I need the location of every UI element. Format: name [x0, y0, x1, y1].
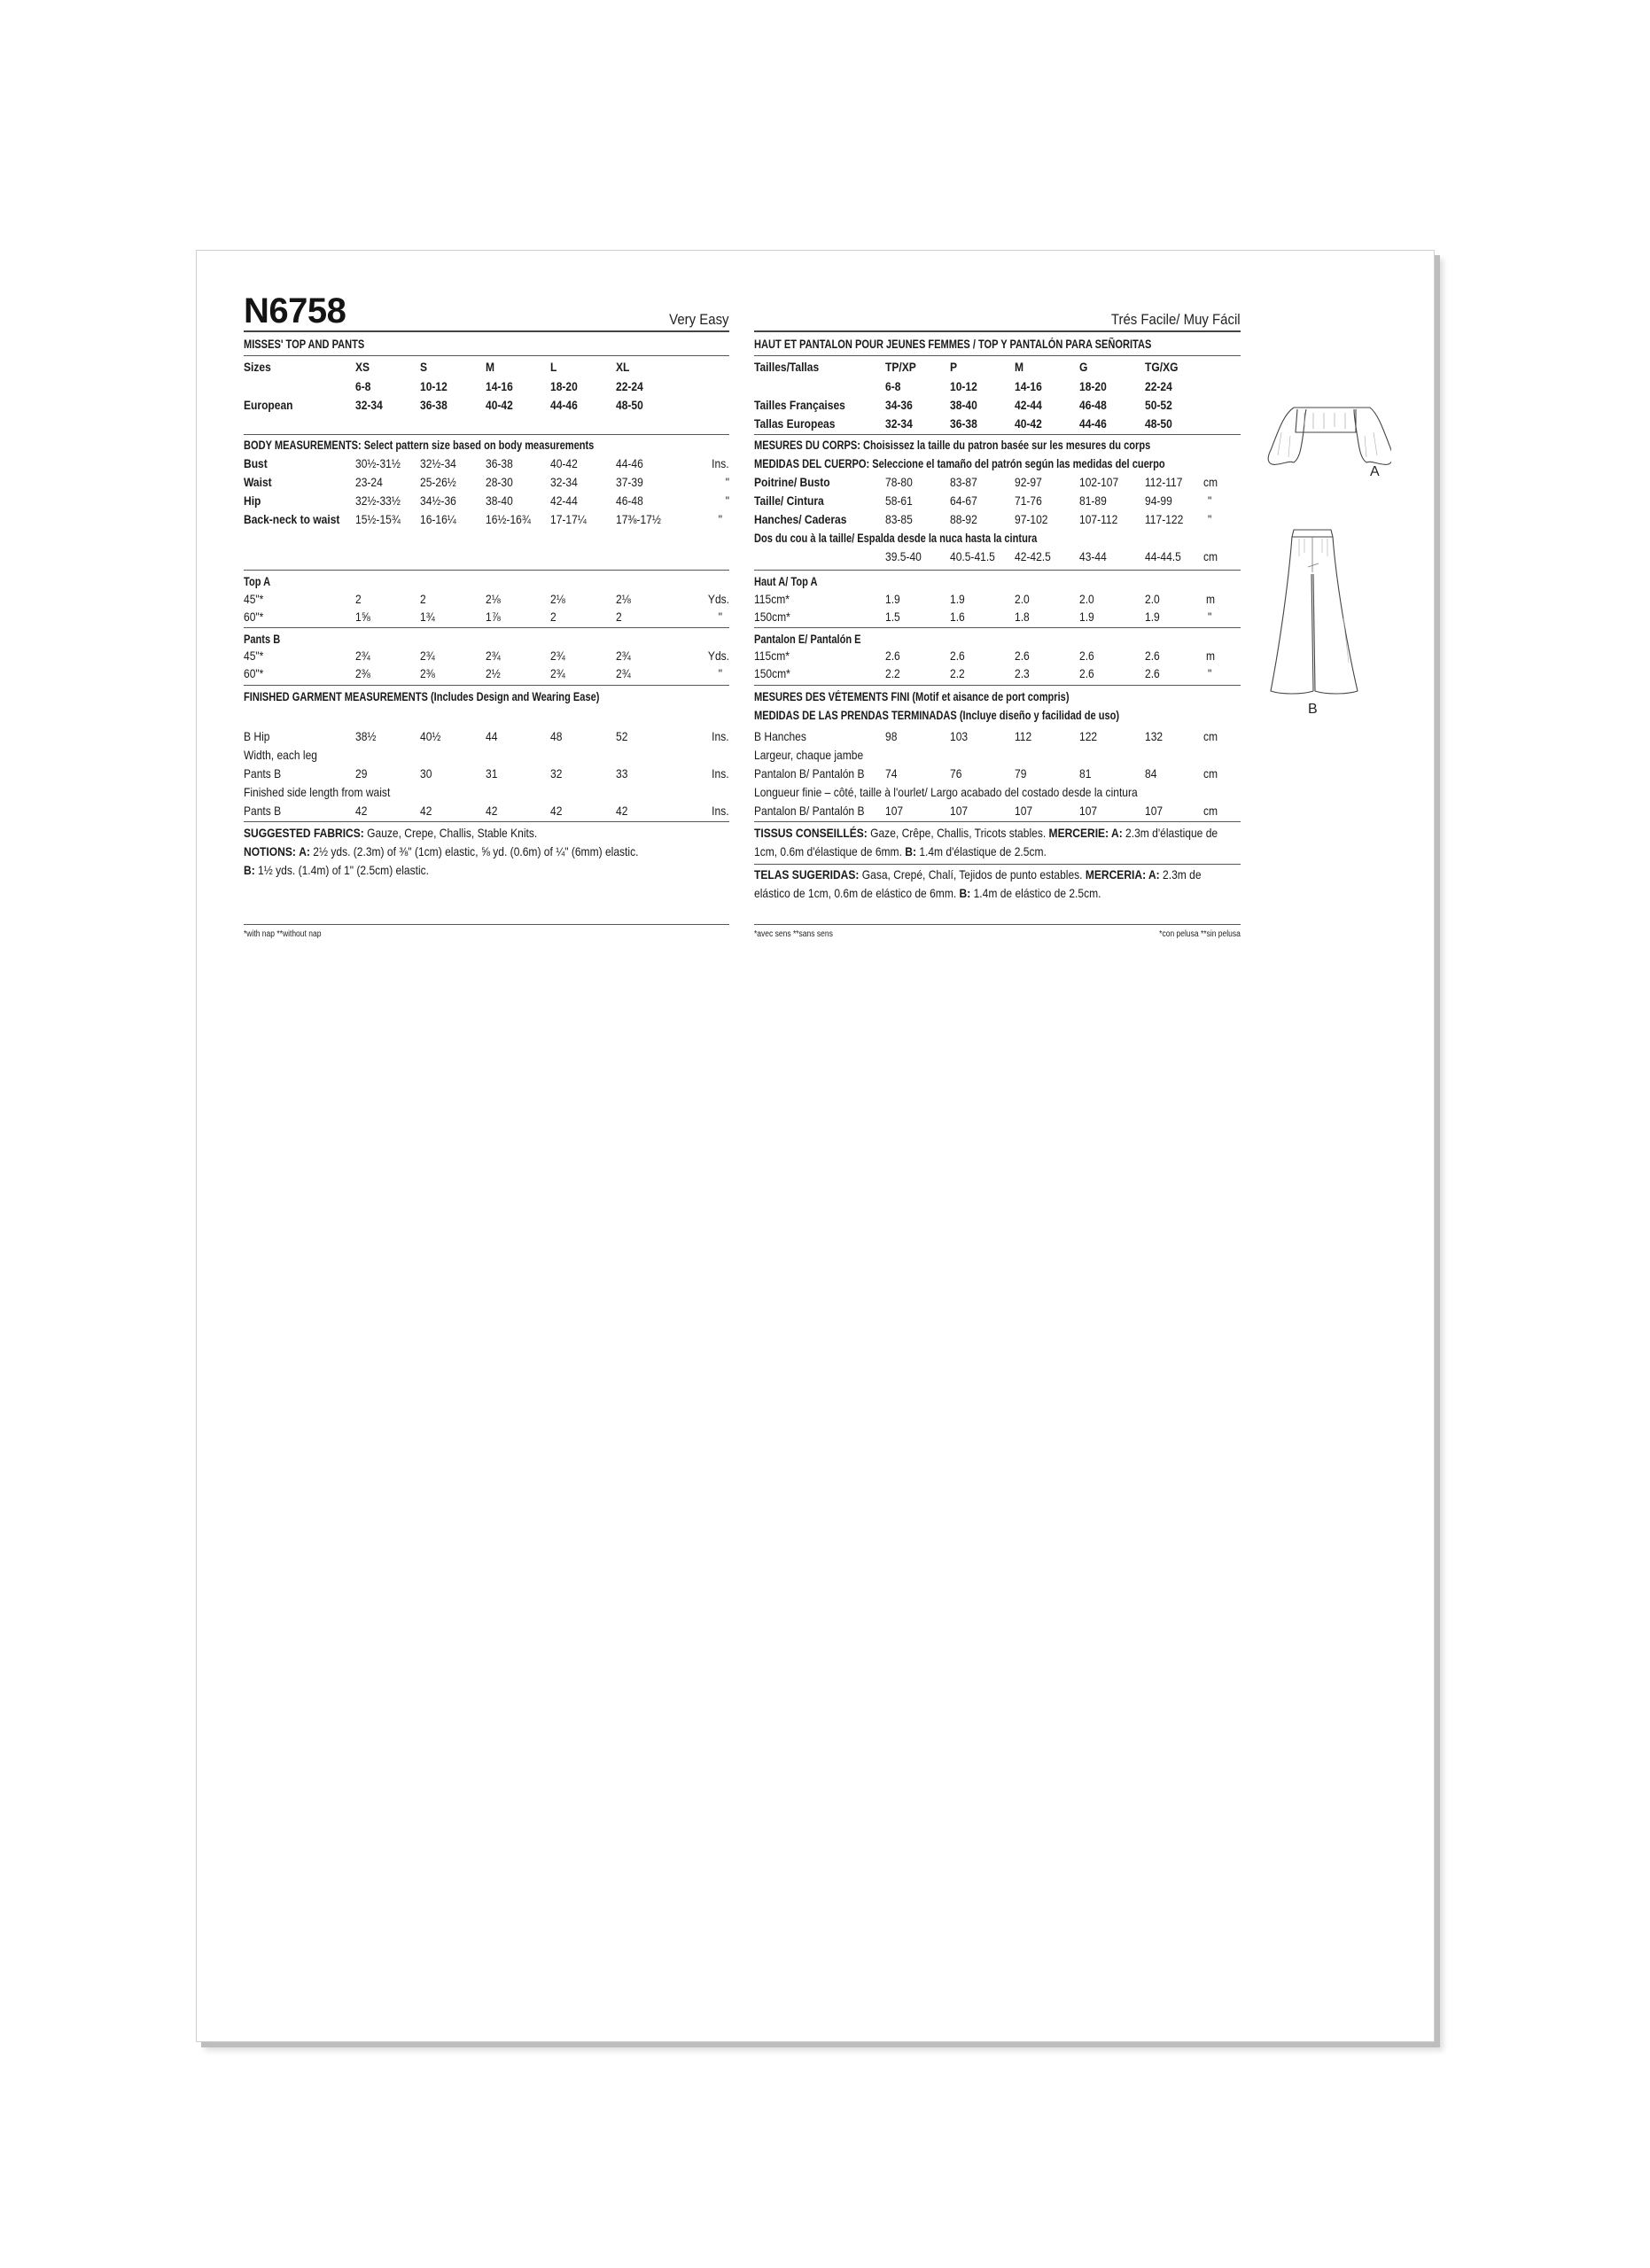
pants-heading-fr-es: Pantalon E/ Pantalón E — [754, 633, 861, 646]
body-row-waist: Taille/ Cintura 58-61 64-67 71-76 81-89 94-99 " — [754, 493, 1212, 508]
view-a-illustration — [1258, 397, 1391, 477]
view-b-label: B — [1308, 702, 1318, 717]
divider — [754, 570, 1241, 571]
divider — [244, 685, 729, 686]
nap-footnote: *with nap **without nap — [244, 929, 322, 939]
fabrics-label: SUGGESTED FABRICS: — [244, 826, 364, 840]
finished-width-caption: Width, each leg — [244, 748, 317, 762]
divider — [754, 864, 1241, 865]
finished-width-caption: Largeur, chaque jambe — [754, 748, 864, 762]
sizes-row: Tailles/Tallas TP/XP P M G TG/XG — [754, 360, 1179, 374]
divider — [754, 434, 1241, 435]
es-fabrics-label: TELAS SUGERIDAS: — [754, 867, 860, 882]
size-numbers-row: 6-8 10-12 14-16 18-20 22-24 — [355, 379, 643, 393]
divider — [754, 924, 1241, 925]
yardage-row: 45"* 2¾ 2¾ 2¾ 2¾ 2¾ Yds. — [244, 649, 729, 663]
pants-b-heading: Pants B — [244, 633, 281, 646]
wide-leg-pants-icon — [1269, 521, 1366, 698]
es-fabrics-notions-text: TELAS SUGERIDAS: Gasa, Crepé, Chalí, Tejidos de punto estables. MERCERIA: A: 2.3m de elástico de 1cm, 0.6m de elástico de 6mm. B: 1.4m de elástico de 2.5cm. — [754, 867, 1202, 900]
body-measurements-heading: BODY MEASUREMENTS: Select pattern size based on body measurements — [244, 439, 595, 452]
nap-footnote-es: *con pelusa **sin pelusa — [1159, 929, 1241, 939]
body-measurements-heading-fr: MESURES DU CORPS: Choisissez la taille du patron basée sur les mesures du corps — [754, 439, 1151, 452]
size-numbers-row: 6-8 10-12 14-16 18-20 22-24 — [885, 379, 1172, 393]
divider — [244, 434, 729, 435]
pattern-number: N6758 — [244, 291, 346, 330]
divider — [244, 570, 729, 571]
yardage-row: 115cm* 1.9 1.9 2.0 2.0 2.0 m — [754, 592, 1216, 606]
top-a-heading-fr-es: Haut A/ Top A — [754, 575, 818, 588]
divider — [754, 685, 1241, 686]
finished-measurements-heading: FINISHED GARMENT MEASUREMENTS (Includes Design and Wearing Ease) — [244, 690, 600, 703]
finished-length-caption: Longueur finie – côté, taille à l'ourlet/ Largo acabado del costado desde la cintura — [754, 785, 1138, 799]
notions-a-text: 2½ yds. (2.3m) of ⅜" (1cm) elastic, ⅝ yd. (0.6m) of ¼" (6mm) elastic. — [313, 844, 639, 858]
divider — [244, 821, 729, 822]
divider — [244, 627, 729, 628]
finished-row-hip: B Hanches 98 103 112 122 132 cm — [754, 729, 1218, 743]
finished-row-length: Pantalon B/ Pantalón B 107 107 107 107 107 cm — [754, 804, 1218, 818]
body-row-bust: Bust 30½-31½ 32½-34 36-38 40-42 44-46 Ins. — [244, 456, 729, 470]
pattern-subtitle-fr-es: HAUT ET PANTALON POUR JEUNES FEMMES / TOP Y PANTALÓN PARA SEÑORITAS — [754, 338, 1152, 351]
body-row-bust: Poitrine/ Busto 78-80 83-87 92-97 102-107 112-117 cm — [754, 475, 1218, 489]
notions-b-text: 1½ yds. (1.4m) of 1" (2.5cm) elastic. — [258, 863, 430, 877]
body-row-back-neck: Back-neck to waist 15½-15¾ 16-16¼ 16½-16¾ 17-17¼ 17⅜-17½ " — [244, 512, 722, 526]
notions-b-label: B: — [244, 863, 255, 877]
notions-a-label: A: — [299, 844, 310, 858]
notions-label: NOTIONS: — [244, 844, 296, 858]
finished-row-length: Pants B 42 42 42 42 42 Ins. — [244, 804, 729, 818]
body-row-hip: Hanches/ Caderas 83-85 88-92 97-102 107-112 117-122 " — [754, 512, 1212, 526]
finished-row-hip: B Hip 38½ 40½ 44 48 52 Ins. — [244, 729, 729, 743]
es-notions-label: MERCERIA: A: — [1085, 867, 1160, 882]
finished-row-width: Pants B 29 30 31 32 33 Ins. — [244, 766, 729, 781]
fabrics-text: Gauze, Crepe, Challis, Stable Knits. — [367, 826, 538, 840]
finished-heading-es: MEDIDAS DE LAS PRENDAS TERMINADAS (Incluye diseño y facilidad de uso) — [754, 709, 1120, 722]
yardage-row: 150cm* 2.2 2.2 2.3 2.6 2.6 " — [754, 666, 1212, 680]
fr-fabrics-label: TISSUS CONSEILLÉS: — [754, 826, 868, 840]
divider — [754, 627, 1241, 628]
finished-row-width: Pantalon B/ Pantalón B 74 76 79 81 84 cm — [754, 766, 1218, 781]
body-row-hip: Hip 32½-33½ 34½-36 38-40 42-44 46-48 " — [244, 493, 729, 508]
nap-footnote-fr: *avec sens **sans sens — [754, 929, 833, 939]
body-row-waist: Waist 23-24 25-26½ 28-30 32-34 37-39 " — [244, 475, 729, 489]
top-a-heading: Top A — [244, 575, 271, 588]
pattern-subtitle: MISSES' TOP AND PANTS — [244, 338, 365, 351]
french-sizes-row: Tailles Françaises 34-36 38-40 42-44 46-48 50-52 — [754, 398, 1172, 412]
body-measurements-heading-es: MEDIDAS DEL CUERPO: Seleccione el tamaño del patrón según las medidas del cuerpo — [754, 457, 1165, 470]
pattern-envelope-back — [196, 250, 1435, 2042]
difficulty-level-fr-es: Trés Facile/ Muy Fácil — [1111, 311, 1241, 328]
back-neck-caption: Dos du cou à la taille/ Espalda desde la nuca hasta la cintura — [754, 532, 1038, 545]
european-sizes-row: European 32-34 36-38 40-42 44-46 48-50 — [244, 398, 643, 412]
divider — [754, 821, 1241, 822]
yardage-row: 45"* 2 2 2⅛ 2⅛ 2⅛ Yds. — [244, 592, 729, 606]
view-b-illustration — [1269, 521, 1366, 725]
yardage-row: 60"* 2⅜ 2⅜ 2½ 2¾ 2¾ " — [244, 666, 722, 680]
difficulty-level: Very Easy — [669, 311, 729, 328]
divider — [754, 355, 1241, 356]
divider — [244, 924, 729, 925]
yardage-row: 150cm* 1.5 1.6 1.8 1.9 1.9 " — [754, 610, 1212, 624]
finished-length-caption: Finished side length from waist — [244, 785, 391, 799]
view-a-label: A — [1370, 464, 1380, 479]
yardage-row: 115cm* 2.6 2.6 2.6 2.6 2.6 m — [754, 649, 1216, 663]
yardage-row: 60"* 1⅝ 1¾ 1⅞ 2 2 " — [244, 610, 722, 624]
european-sizes-row: Tallas Europeas 32-34 36-38 40-42 44-46 48-50 — [754, 416, 1172, 431]
fr-fabrics-notions-text: TISSUS CONSEILLÉS: Gaze, Crêpe, Challis, Tricots stables. MERCERIE: A: 2.3m d'élastique de 1cm, 0.6m d'élastique de 6mm. B: 1.4m d'élastique de 2.5cm. — [754, 826, 1218, 858]
fr-notions-label: MERCERIE: A: — [1048, 826, 1123, 840]
divider — [244, 330, 729, 332]
finished-heading-fr: MESURES DES VÉTEMENTS FINI (Motif et aisance de port compris) — [754, 690, 1070, 703]
sizes-row: Sizes XS S M L XL — [244, 360, 630, 374]
fabrics-notions-text — [244, 824, 729, 880]
divider — [244, 355, 729, 356]
body-row-back-neck: 39.5-40 40.5-41.5 42-42.5 43-44 44-44.5 cm — [885, 549, 1218, 563]
divider — [754, 330, 1241, 332]
